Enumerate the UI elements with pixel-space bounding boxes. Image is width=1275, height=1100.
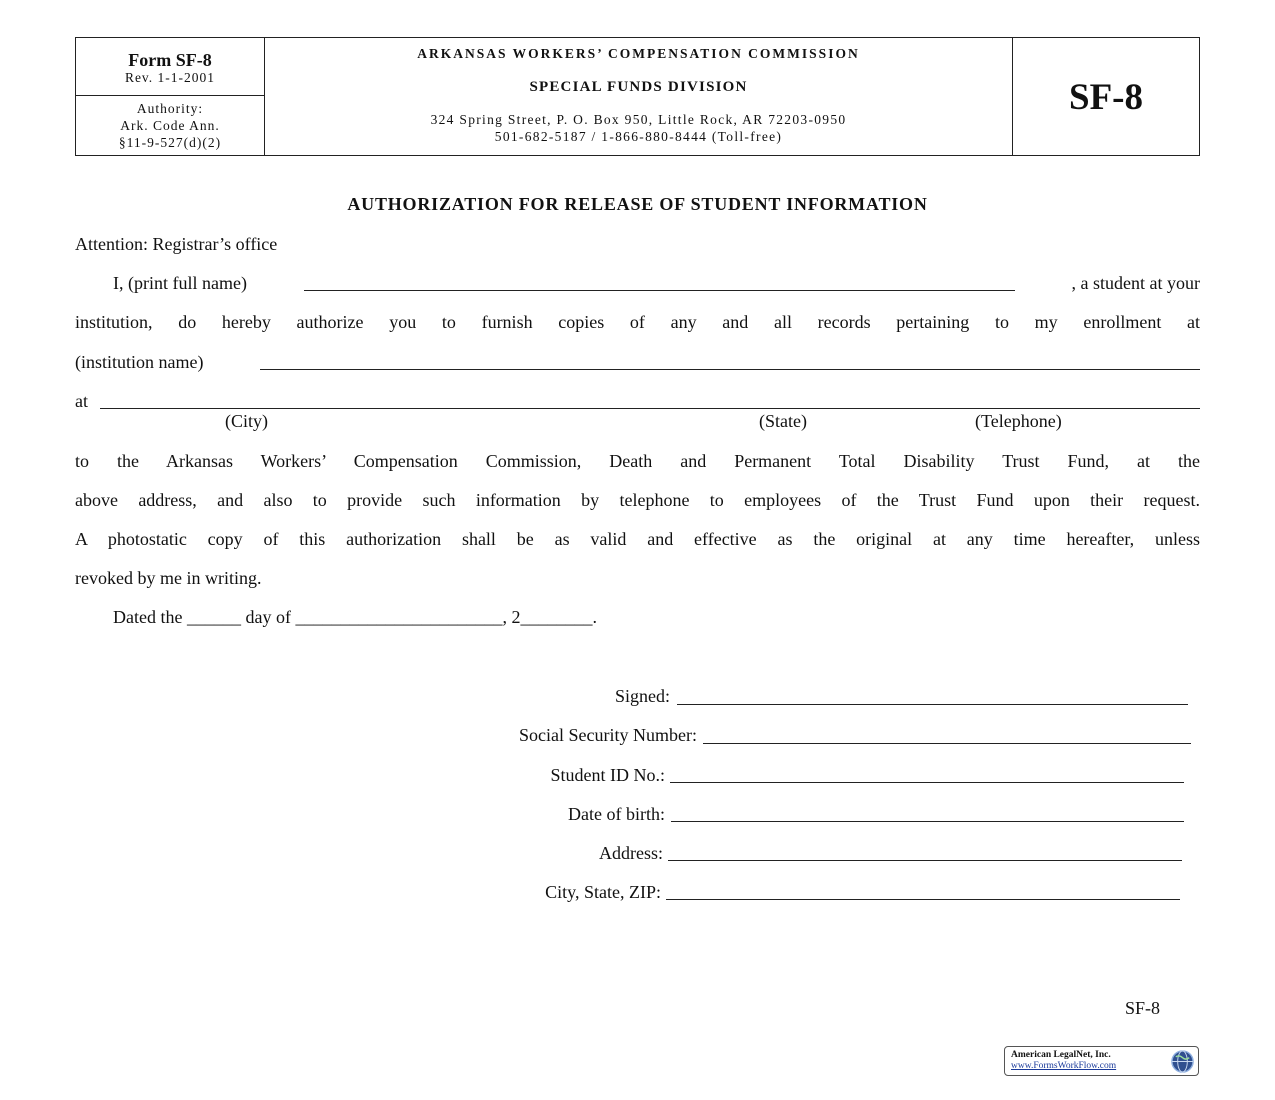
phone-numbers: 501-682-5187 / 1-866-880-8444 (Toll-free)	[494, 129, 783, 144]
dated-line[interactable]: Dated the ______ day of _______________________, 2________.	[113, 607, 597, 627]
full-name-field[interactable]	[304, 290, 1015, 291]
agency-block	[265, 38, 1012, 155]
body-line-2: above address, and also to provide such information by telephone to employees of the Trust Fund upon their request.	[75, 490, 1200, 510]
city-label: (City)	[225, 411, 268, 431]
student-id-field[interactable]	[670, 782, 1184, 783]
division-name: SPECIAL FUNDS DIVISION	[529, 79, 748, 95]
address-field[interactable]	[668, 860, 1182, 861]
dob-label: Date of birth:	[568, 804, 665, 824]
form-number: Form SF-8	[128, 50, 212, 70]
form-info-column	[76, 38, 265, 155]
city-state-zip-field[interactable]	[666, 899, 1180, 900]
form-code: SF-8	[1069, 77, 1143, 118]
publisher-url[interactable]: www.FormsWorkFlow.com	[1011, 1061, 1117, 1071]
at-label: at	[75, 391, 88, 411]
street-address: 324 Spring Street, P. O. Box 950, Little Rock, AR 72203-0950	[430, 112, 847, 127]
ssn-field[interactable]	[703, 743, 1191, 744]
institution-label: (institution name)	[75, 352, 204, 372]
institution-name-field[interactable]	[260, 369, 1200, 370]
address-label: Address:	[599, 843, 663, 863]
attention-line: Attention: Registrar’s office	[75, 234, 278, 254]
name-suffix: , a student at your	[1071, 273, 1200, 293]
location-field[interactable]	[100, 408, 1200, 409]
authority-block	[76, 100, 264, 151]
body-line-4: revoked by me in writing.	[75, 568, 262, 588]
agency-address	[265, 111, 1012, 145]
form-header	[75, 37, 1200, 156]
authority-label: Authority:	[136, 101, 204, 116]
authority-code: Ark. Code Ann.	[120, 118, 220, 133]
body-line-3: A photostatic copy of this authorization shall be as valid and effective as the original at any time hereafter, unless	[75, 529, 1200, 549]
globe-icon	[1170, 1049, 1195, 1074]
institution-text: institution, do hereby authorize you to furnish copies of any and all records pertaining to my enrollment at	[75, 312, 1200, 332]
form-revision: Rev. 1-1-2001	[124, 70, 216, 85]
footer-form-code: SF-8	[1125, 998, 1161, 1018]
state-label: (State)	[759, 411, 807, 431]
city-state-zip-label: City, State, ZIP:	[545, 882, 661, 902]
dob-field[interactable]	[671, 821, 1184, 822]
telephone-label: (Telephone)	[975, 411, 1062, 431]
document-title: AUTHORIZATION FOR RELEASE OF STUDENT INFORMATION	[347, 194, 928, 214]
signature-field[interactable]	[677, 704, 1188, 705]
form-code-box	[1012, 38, 1199, 155]
form-number-box	[76, 38, 264, 96]
body-line-1: to the Arkansas Workers’ Compensation Commission, Death and Permanent Total Disability Trust Fund, at the	[75, 451, 1200, 471]
ssn-label: Social Security Number:	[519, 725, 697, 745]
student-id-label: Student ID No.:	[550, 765, 665, 785]
name-prefix: I, (print full name)	[113, 273, 247, 293]
signed-label: Signed:	[614, 686, 670, 706]
publisher-logo	[1004, 1046, 1199, 1076]
publisher-name: American LegalNet, Inc.	[1011, 1050, 1111, 1060]
agency-name: ARKANSAS WORKERS’ COMPENSATION COMMISSION	[417, 46, 860, 61]
authority-section: §11-9-527(d)(2)	[118, 135, 222, 150]
